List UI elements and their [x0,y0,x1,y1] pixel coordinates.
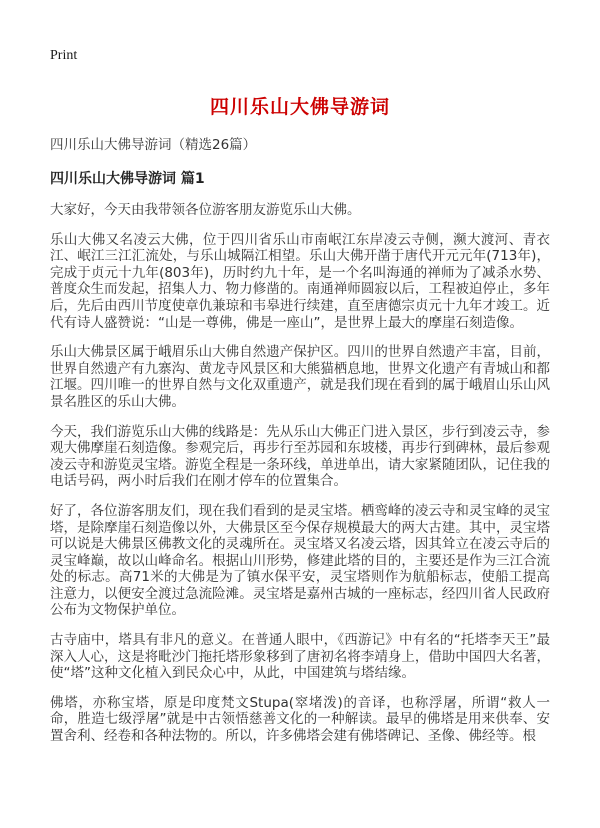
paragraph: 古寺庙中，塔具有非凡的意义。在普通人眼中，《西游记》中有名的“托塔李天王”最深入人心，这是将毗沙门拖托塔形象移到了唐初名将李靖身上，借助中国四大名著，使“塔”这种文化植入到民众心中，从此，中国建筑与塔结缘。 [50,632,550,682]
paragraph: 乐山大佛景区属于峨眉乐山大佛自然遗产保护区。四川的世界自然遗产丰富，目前，世界自然遗产有九寨沟、黄龙寺风景区和大熊猫栖息地，世界文化遗产有青城山和都江堰。四川唯一的世界自然与文化双重遗产，就是我们现在看到的属于峨眉山乐山风景名胜区的乐山大佛。 [50,344,550,410]
paragraph: 乐山大佛又名凌云大佛，位于四川省乐山市南岷江东岸凌云寺侧，濒大渡河、青衣江、岷江三江汇流处，与乐山城隔江相望。乐山大佛开凿于唐代开元元年(713年)，完成于贞元十九年(803年)，历时约九十年，是一个名叫海通的禅师为了减杀水势、普度众生而发起，招集人力、物力修凿的。南通禅师圆寂以后，工程被迫停止，多年后，先后由西川节度使章仇兼琼和韦皋进行续建，直至唐德宗贞元十九年才竣工。近代有诗人盛赞说：“山是一尊佛，佛是一座山”，是世界上最大的摩崖石刻造像。 [50,231,550,331]
paragraph: 好了，各位游客朋友们，现在我们看到的是灵宝塔。栖鸾峰的凌云寺和灵宝峰的灵宝塔，是除摩崖石刻造像以外，大佛景区至今保存规模最大的两大古建。其中，灵宝塔可以说是大佛景区佛教文化的灵魂所在。灵宝塔又名凌云塔，因其耸立在凌云寺后的灵宝峰巅，故以山峰命名。根据山川形势，修建此塔的目的，主要还是作为三江合流处的标志。高71米的大佛是为了镇水保平安，灵宝塔则作为航船标志，使船工提高注意力，以便安全渡过急流险滩。灵宝塔是嘉州古城的一座标志，经四川省人民政府公布为文物保护单位。 [50,502,550,619]
print-link[interactable]: Print [50,48,78,63]
paragraph: 大家好，今天由我带领各位游客朋友游览乐山大佛。 [50,202,361,218]
page-title: 四川乐山大佛导游词 [209,96,390,118]
paragraph: 佛塔，亦称宝塔，原是印度梵文Stupa(窣堵泼)的音译，也称浮屠，所谓“救人一命，胜造七级浮屠”就是中古领悟慈善文化的一种解读。最早的佛塔是用来供奉、安置舍利、经卷和各种法物的。所以，许多佛塔会建有佛塔碑记、圣像、佛经等。根 [50,694,550,745]
section-heading: 四川乐山大佛导游词 篇1 [50,171,205,187]
paragraph: 今天，我们游览乐山大佛的线路是：先从乐山大佛正门进入景区，步行到凌云寺，参观大佛摩崖石刻造像。参观完后，再步行至苏园和东坡楼，再步行到碑林，最后参观凌云寺和游览灵宝塔。游览全程是一条环线，单进单出，请大家紧随团队，记住我的电话号码，两小时后我们在刚才停车的位置集合。 [50,423,550,490]
subtitle: 四川乐山大佛导游词（精选26篇） [50,137,257,153]
